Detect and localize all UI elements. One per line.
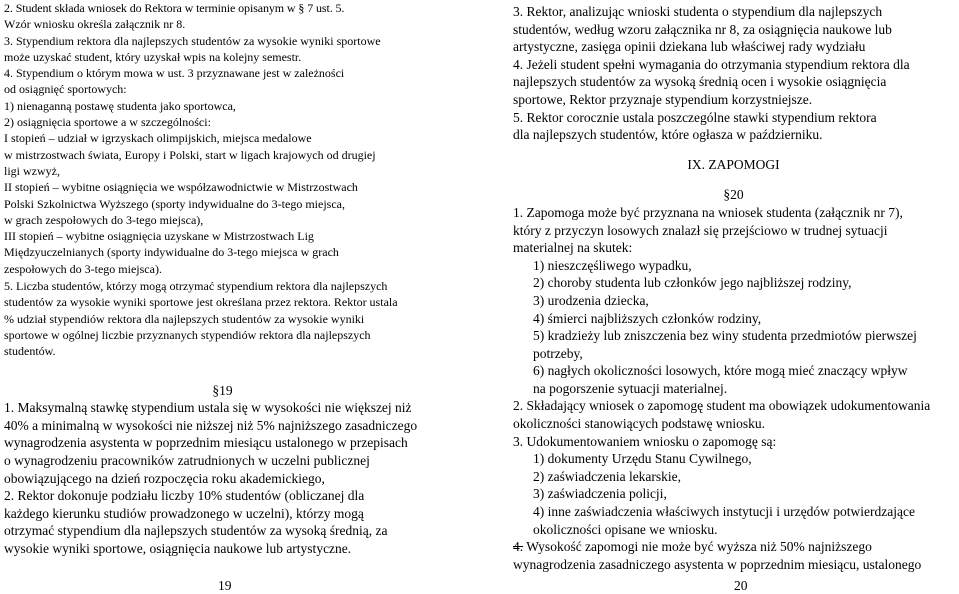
left-page: [0, 0, 479, 592]
text-line: 4. Jeżeli student spełni wymagania do otrzymania stypendium rektora dla: [513, 56, 910, 72]
text-line: 1) nienaganną postawę studenta jako sportowca,: [4, 98, 236, 113]
list-item: 1) dokumenty Urzędu Stanu Cywilnego,: [533, 451, 752, 467]
left-top-text: [4, 0, 441, 277]
section-20-heading: §20: [723, 187, 744, 203]
text-line: w grach zespołowych do 3-tego miejsca),: [4, 212, 204, 227]
text-line: 2. Składający wniosek o zapomogę student ma obowiązek udokumentowania: [513, 398, 931, 414]
text-line: % udział stypendiów rektora dla najlepszych studentów za wysokie wyniki: [4, 311, 365, 326]
text-line: otrzymać stypendium dla najlepszych studentów za wysoką średnią, za: [4, 523, 388, 539]
text-line: 1. Maksymalną stawkę stypendium ustala się w wysokości nie większej niż: [4, 400, 412, 416]
item-3: 3. Udokumentowaniem wniosku o zapomogę są:: [513, 433, 777, 449]
text-line: studentów za wysokie wyniki sportowe jest określana przez rektora. Rektor ustala: [4, 295, 398, 310]
text-line: 4. Stypendium o którym mowa w ust. 3 przyznawane jest w zależności: [4, 66, 345, 81]
list-item: 3) urodzenia dziecka,: [533, 292, 649, 308]
item-4-text: Wysokość zapomogi nie może być wyższa niż 50% najniższego: [523, 539, 872, 555]
item-5: [4, 278, 441, 359]
text-line: III stopień – wybitne osiągnięcia uzyskane w Mistrzostwach Lig: [4, 229, 314, 244]
list-item: 2) choroby studenta lub członków jego najbliższej rodziny,: [533, 275, 852, 291]
text-line: ligi wzwyż,: [4, 163, 60, 178]
text-line: Polski Szkolnictwa Wyższego (sporty indywidualne do 3-tego miejsca,: [4, 196, 345, 211]
right-column: [513, 3, 954, 573]
list-item: 4) inne zaświadczenia właściwych instytucji i urzędów potwierdzające: [533, 504, 915, 520]
text-line: w mistrzostwach świata, Europy i Polski, start w ligach krajowych od drugiej: [4, 147, 376, 162]
list-item: 6) nagłych okoliczności losowych, które mogą mieć znaczący wpływ: [533, 363, 908, 379]
right-page: [480, 0, 959, 592]
text-line: artystyczne, zasięga opinii dziekana lub właściwej rady wydziału: [513, 39, 866, 55]
list-item: na pogorszenie sytuacji materialnej.: [533, 380, 728, 396]
text-line: okoliczności stanowiących podstawę wniosku.: [513, 416, 765, 432]
list-item: 4) śmierci najbliższych członków rodziny,: [533, 310, 762, 326]
text-line: 5. Rektor corocznie ustala poszczególne stawki stypendium rektora: [513, 109, 877, 125]
text-line: sportowe w ogólnej liczbie przyznanych stypendiów rektora dla najlepszych: [4, 327, 371, 342]
documents-list: [513, 450, 954, 538]
text-line: 2. Rektor dokonuje podziału liczby 10% studentów (obliczanej dla: [4, 488, 365, 504]
list-item: potrzeby,: [533, 345, 583, 361]
item-4: [513, 538, 954, 573]
text-line: II stopień – wybitne osiągnięcia we współzawodnictwie w Mistrzostwach: [4, 180, 358, 195]
text-line: wynagrodzenia asystenta w poprzednim miesiącu ustalonego w przepisach: [4, 435, 408, 451]
text-line: materialnej na skutek:: [513, 240, 633, 256]
text-line: o wynagrodzeniu pracowników zatrudnionych w uczelni publicznej: [4, 452, 370, 468]
text-line: Wzór wniosku określa załącznik nr 8.: [4, 17, 186, 32]
item-2: [513, 397, 954, 432]
causes-list: [513, 257, 954, 398]
page-number: 19: [218, 578, 232, 593]
text-line: 1. Zapomoga może być przyznana na wniosek studenta (załącznik nr 7),: [513, 204, 903, 220]
text-line: zespołowych do 3-tego miejsca).: [4, 261, 162, 276]
text-line: 5. Liczba studentów, którzy mogą otrzymać stypendium rektora dla najlepszych: [4, 279, 388, 294]
text-line: 3. Stypendium rektora dla najlepszych studentów za wysokie wyniki sportowe: [4, 33, 381, 48]
item-4-number: 4.: [513, 539, 524, 555]
text-line: I stopień – udział w igrzyskach olimpijskich, miejsca medalowe: [4, 131, 312, 146]
text-line: najlepszych studentów za wysoką średnią ocen i wysokie osiągnięcia: [513, 74, 887, 90]
list-item: okoliczności opisane we wniosku.: [533, 521, 718, 537]
text-line: 3. Rektor, analizując wnioski studenta o stypendium dla najlepszych: [513, 4, 883, 19]
text-line: który z przyczyn losowych znalazł się przejściowo w trudnej sytuacji: [513, 222, 888, 238]
list-item: 2) zaświadczenia lekarskie,: [533, 468, 682, 484]
left-column: [4, 0, 441, 557]
section-19-heading: §19: [212, 382, 233, 398]
right-top-text: [513, 3, 954, 144]
text-line: od osiągnięć sportowych:: [4, 82, 127, 97]
text-line: obowiązującego na dzień rozpoczęcia roku akademickiego,: [4, 470, 325, 486]
text-line: dla najlepszych studentów, które ogłasza w październiku.: [513, 127, 823, 143]
text-line: wysokie wyniki sportowe, osiągnięcia naukowe lub artystyczne.: [4, 540, 352, 556]
section-19-body: [4, 399, 441, 557]
text-line: sportowe, Rektor przyznaje stypendium korzystniejsze.: [513, 91, 813, 107]
text-line: każdego kierunku studiów prowadzonego w uczelni), którzy mogą: [4, 505, 364, 521]
list-item: 3) zaświadczenia policji,: [533, 486, 667, 502]
text-line: studentów.: [4, 344, 56, 359]
text-line: 2) osiągnięcia sportowe a w szczególności:: [4, 115, 211, 130]
text-line: 40% a minimalną w wysokości nie niższej niż 5% najniższego zasadniczego: [4, 417, 418, 433]
section-20-body: [513, 204, 954, 257]
chapter-heading: IX. ZAPOMOGI: [687, 156, 780, 172]
text-line: 2. Student składa wniosek do Rektora w terminie opisanym w § 7 ust. 5.: [4, 1, 345, 15]
page-number: 20: [734, 578, 748, 593]
list-item: 5) kradzieży lub zniszczenia bez winy studenta przedmiotów pierwszej: [533, 328, 917, 344]
text-line: Międzyuczelnianych (sporty indywidualne do 3-tego miejsca w grach: [4, 245, 339, 260]
text-line: wynagrodzenia zasadniczego asystenta w poprzednim miesiącu, ustalonego: [513, 556, 922, 572]
text-line: studentów, według wzoru załącznika nr 8, za osiągnięcia naukowe lub: [513, 21, 892, 37]
list-item: 1) nieszczęśliwego wypadku,: [533, 257, 692, 273]
text-line: [513, 538, 954, 556]
text-line: może uzyskać student, który uzyskał wpis na kolejny semestr.: [4, 49, 302, 64]
